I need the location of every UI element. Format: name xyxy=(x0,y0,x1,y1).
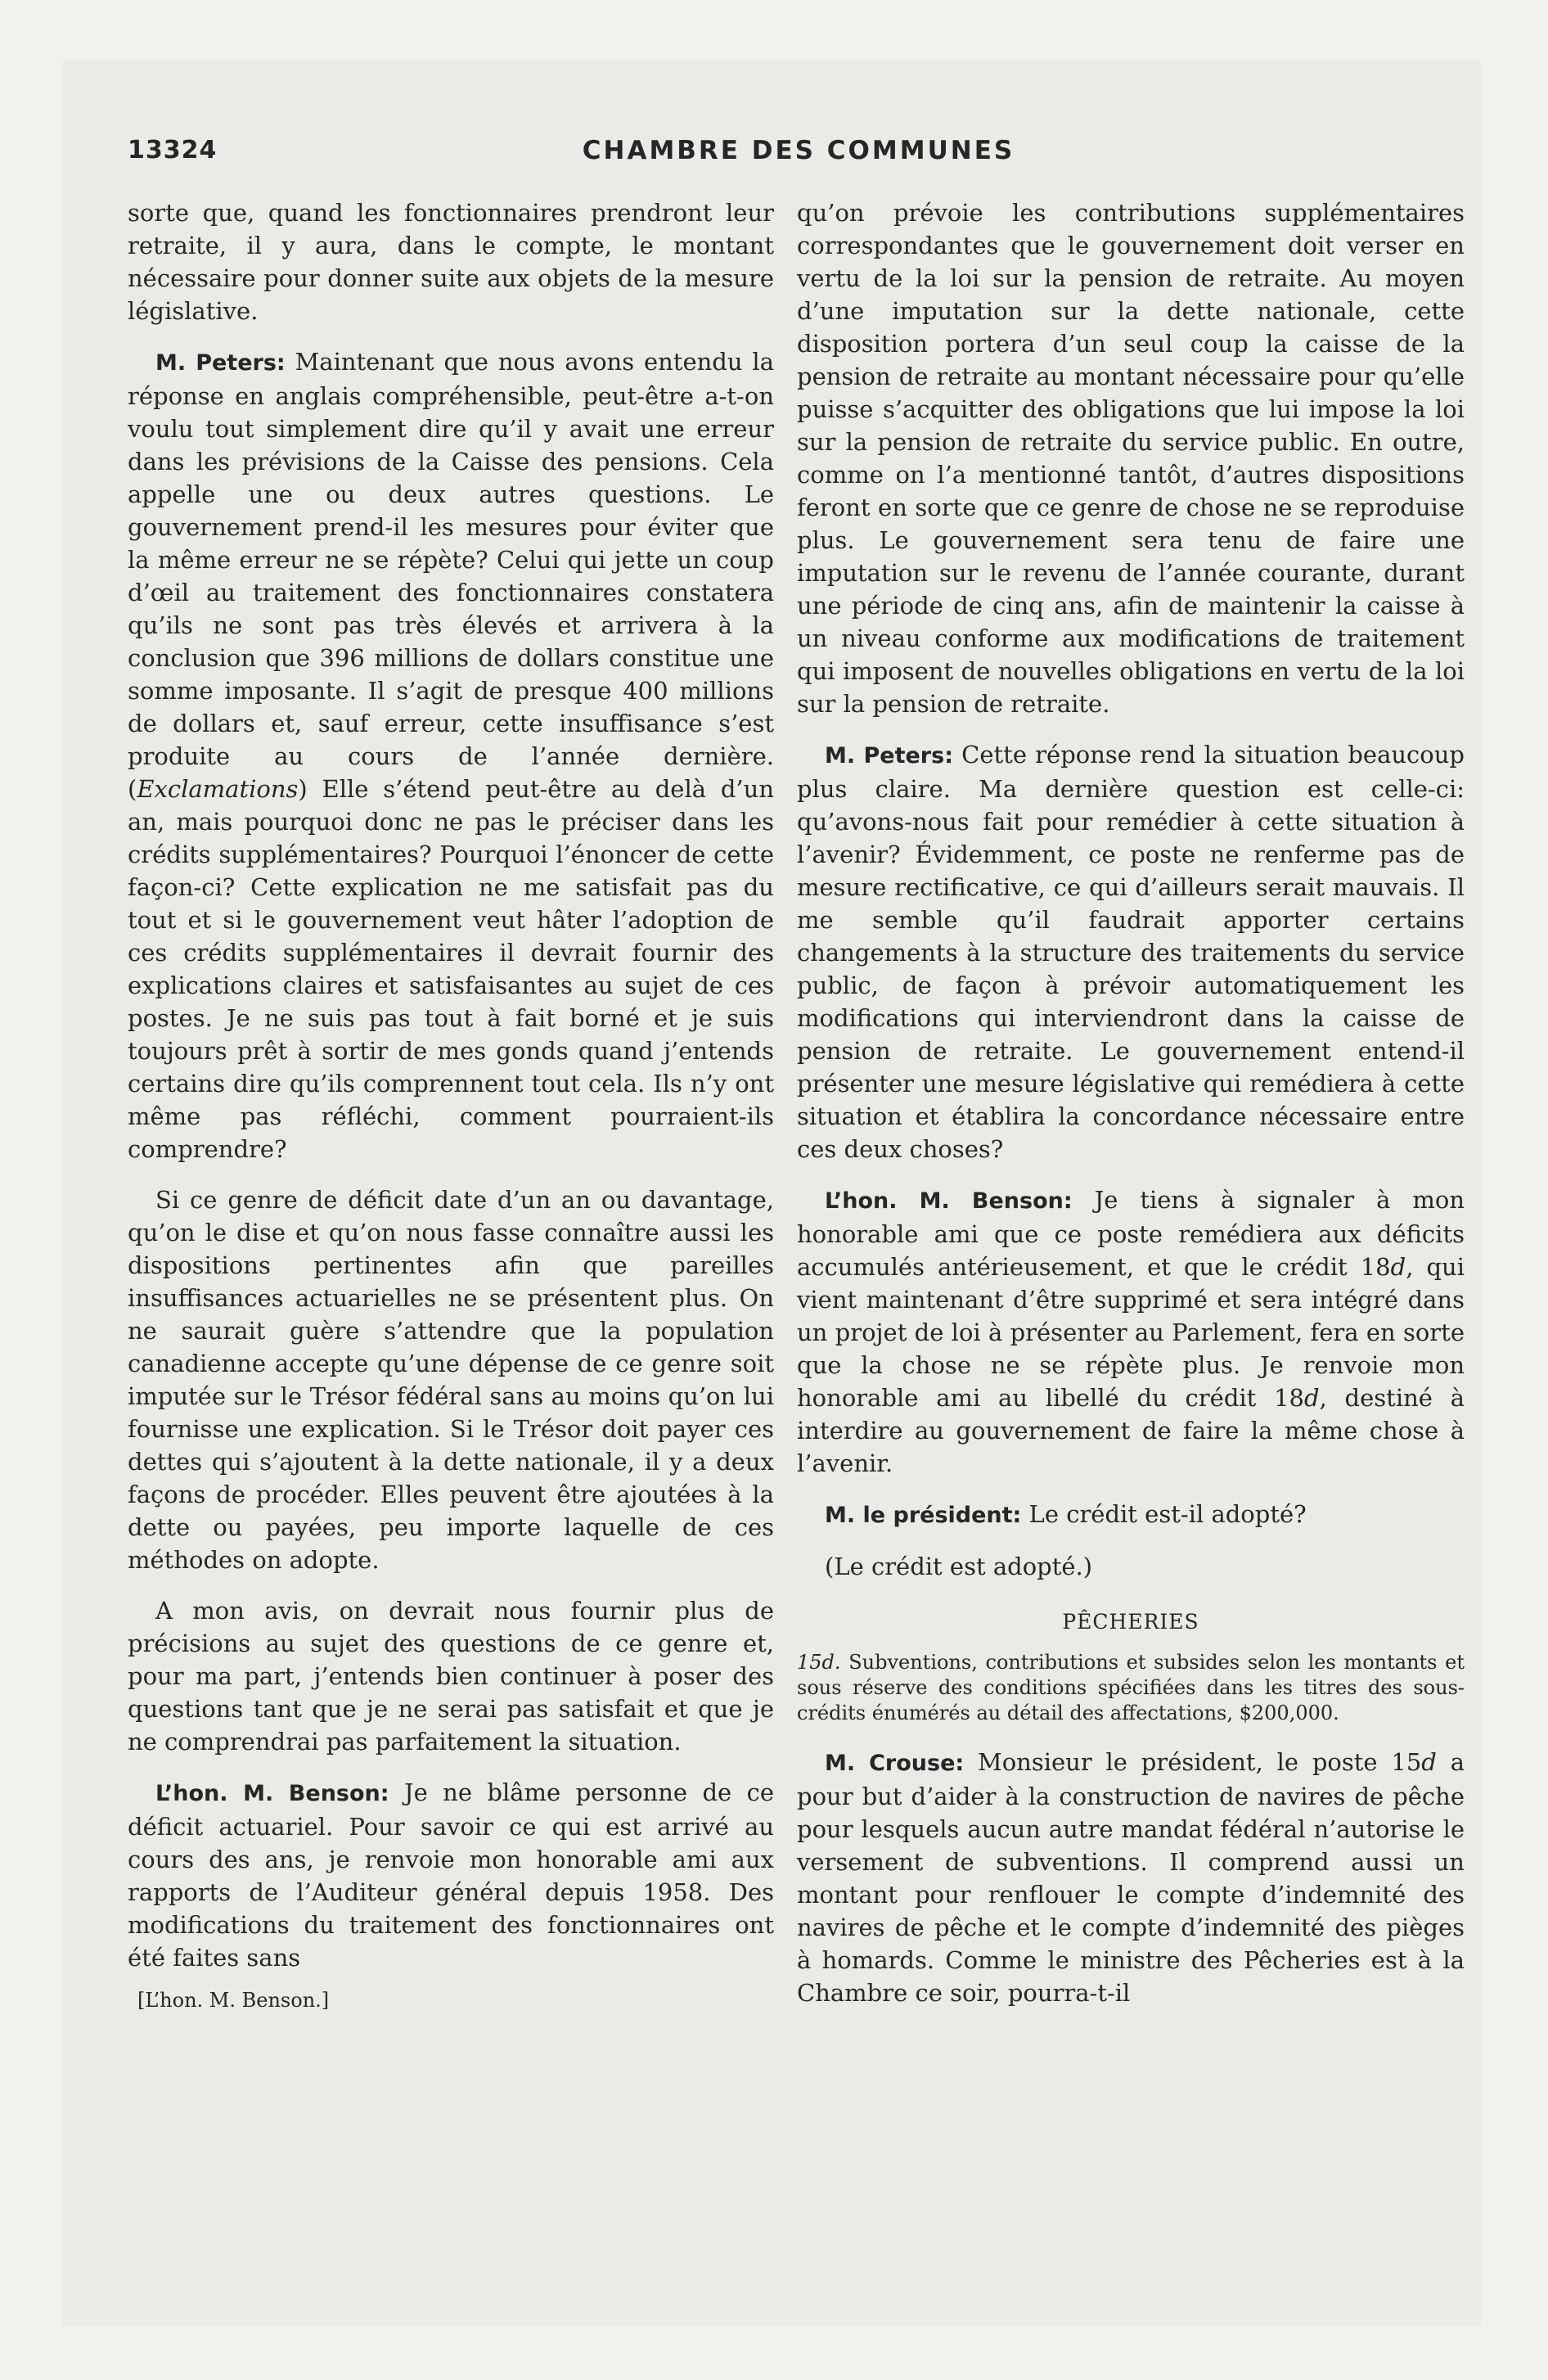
paragraph: M. Crouse: Monsieur le président, le poste 15d a pour but d’aider à la construction de navires de pêche pour lesquels aucun autre mandat fédéral n’autorise le versement de subventions. Il comprend aussi un montant pour renflouer le compte d’indemnité des navires de pêche et le compte d’indemnité des pièges à homards. Comme le ministre des Pêcheries est à la Chambre ce soir, pourra-t-il xyxy=(797,1748,1465,2007)
left-column xyxy=(128,196,774,2012)
paragraph: L’hon. M. Benson: Je ne blâme personne de ce déficit actuariel. Pour savoir ce qui est arrivé au cours des ans, je renvoie mon honorable ami aux rapports de l’Auditeur général depuis 1958. Des modifications du traitement des fonctionnaires ont été faites sans xyxy=(128,1778,774,1972)
speaker-name: M. Peters: xyxy=(155,350,286,376)
page-number: 13324 xyxy=(128,136,218,165)
stage-direction: Exclamations xyxy=(137,775,299,803)
section-heading: PÊCHERIES xyxy=(1062,1610,1199,1634)
speaker-name: M. le président: xyxy=(825,1503,1022,1528)
speaker-name: M. Peters: xyxy=(825,743,953,769)
paragraph: M. le président: Le crédit est-il adopté? xyxy=(825,1500,1307,1528)
vote-item: 15d. Subventions, contributions et subsides selon les montants et sous réserve des conditions spécifiées dans les titres des sous-crédits énumérés au détail des affectations, $200,000. xyxy=(797,1651,1465,1724)
paragraph: L’hon. M. Benson: Je tiens à signaler à mon honorable ami que ce poste remédiera aux déficits accumulés antérieusement, et que le crédit 18d, qui vient maintenant d’être supprimé et sera intégré dans un projet de loi à présenter au Parlement, fera en sorte que la chose ne se répète plus. Je renvoie mon honorable ami au libellé du crédit 18d, destiné à interdire au gouvernement de faire la même chose à l’avenir. xyxy=(797,1186,1465,1477)
paragraph: sorte que, quand les fonctionnaires prendront leur retraite, il y aura, dans le compte, le montant nécessaire pour donner suite aux objets de la mesure législative. xyxy=(128,199,774,325)
running-header xyxy=(128,136,1469,169)
speaker-name: M. Crouse: xyxy=(825,1751,965,1776)
paragraph: Si ce genre de déficit date d’un an ou davantage, qu’on le dise et qu’on nous fasse connaître aussi les dispositions pertinentes afin que pareilles insuffisances actuarielles ne se présentent plus. On ne saurait guère s’attendre que la population canadienne accepte qu’une dépense de ce genre soit imputée sur le Trésor fédéral sans au moins qu’on lui fournisse une explication. Si le Trésor doit payer ces dettes qui s’ajoutent à la dette nationale, il y a deux façons de procéder. Elles peuvent être ajoutées à la dette ou payées, peu importe laquelle de ces méthodes on adopte. xyxy=(128,1186,774,1574)
right-column xyxy=(797,196,1465,2027)
footer-reference: [L’hon. M. Benson.] xyxy=(137,1989,330,2012)
paragraph: M. Peters: Cette réponse rend la situation beaucoup plus claire. Ma dernière question est celle-ci: qu’avons-nous fait pour remédier à cette situation à l’avenir? Évidemment, ce poste ne renferme pas de mesure rectificative, ce qui d’ailleurs serait mauvais. Il me semble qu’il faudrait apporter certains changements à la structure des traitements du service public, de façon à prévoir automatiquement les modifications qui interviendront dans la caisse de pension de retraite. Le gouvernement entend-il présenter une mesure législative qui remédiera à cette situation et établira la concordance nécessaire entre ces deux choses? xyxy=(797,741,1465,1163)
speaker-name: L’hon. M. Benson: xyxy=(825,1188,1073,1214)
paragraph: qu’on prévoie les contributions supplémentaires correspondantes que le gouvernement doit verser en vertu de la loi sur la pension de retraite. Au moyen d’une imputation sur la dette nationale, cette disposition portera d’un seul coup la caisse de la pension de retraite au montant nécessaire pour qu’elle puisse s’acquitter des obligations que lui impose la loi sur la pension de retraite du service public. En outre, comme on l’a mentionné tantôt, d’autres dispositions feront en sorte que ce genre de chose ne se reproduise plus. Le gouvernement sera tenu de faire une imputation sur le revenu de l’année courante, durant une période de cinq ans, afin de maintenir la caisse à un niveau conforme aux modifications de traitement qui imposent de nouvelles obligations en vertu de la loi sur la pension de retraite. xyxy=(797,199,1465,718)
vote-number: 15d. xyxy=(797,1651,841,1674)
paragraph: (Le crédit est adopté.) xyxy=(825,1553,1093,1580)
speaker-name: L’hon. M. Benson: xyxy=(155,1781,389,1806)
paragraph: A mon avis, on devrait nous fournir plus de précisions au sujet des questions de ce genre et, pour ma part, j’entends bien continuer à poser des questions tant que je ne serai pas satisfait et que je ne comprendrai pas parfaitement la situation. xyxy=(128,1597,774,1756)
page-title: CHAMBRE DES COMMUNES xyxy=(582,136,1015,165)
paragraph: M. Peters: Maintenant que nous avons entendu la réponse en anglais compréhensible, peut-être a-t-on voulu tout simplement dire qu’il y avait une erreur dans les prévisions de la Caisse des pensions. Cela appelle une ou deux autres questions. Le gouvernement prend-il les mesures pour éviter que la même erreur ne se répète? Celui qui jette un coup d’œil au traitement des fonctionnaires constatera qu’ils ne sont pas très élevés et arrivera à la conclusion que 396 millions de dollars constitue une somme imposante. Il s’agit de presque 400 millions de dollars et, sauf erreur, cette insuffisance s’est produite au cours de l’année dernière. (Exclamations) Elle s’étend peut-être au delà d’un an, mais pourquoi donc ne pas le préciser dans les crédits supplémentaires? Pourquoi l’énoncer de cette façon-ci? Cette explication ne me satisfait pas du tout et si le gouvernement veut hâter l’adoption de ces crédits supplémentaires il devrait fournir des explications claires et satisfaisantes au sujet de ces postes. Je ne suis pas tout à fait borné et je suis toujours prêt à sortir de mes gonds quand j’entends certains dire qu’ils comprennent tout cela. Ils n’y ont même pas réfléchi, comment pourraient-ils comprendre? xyxy=(128,348,774,1163)
